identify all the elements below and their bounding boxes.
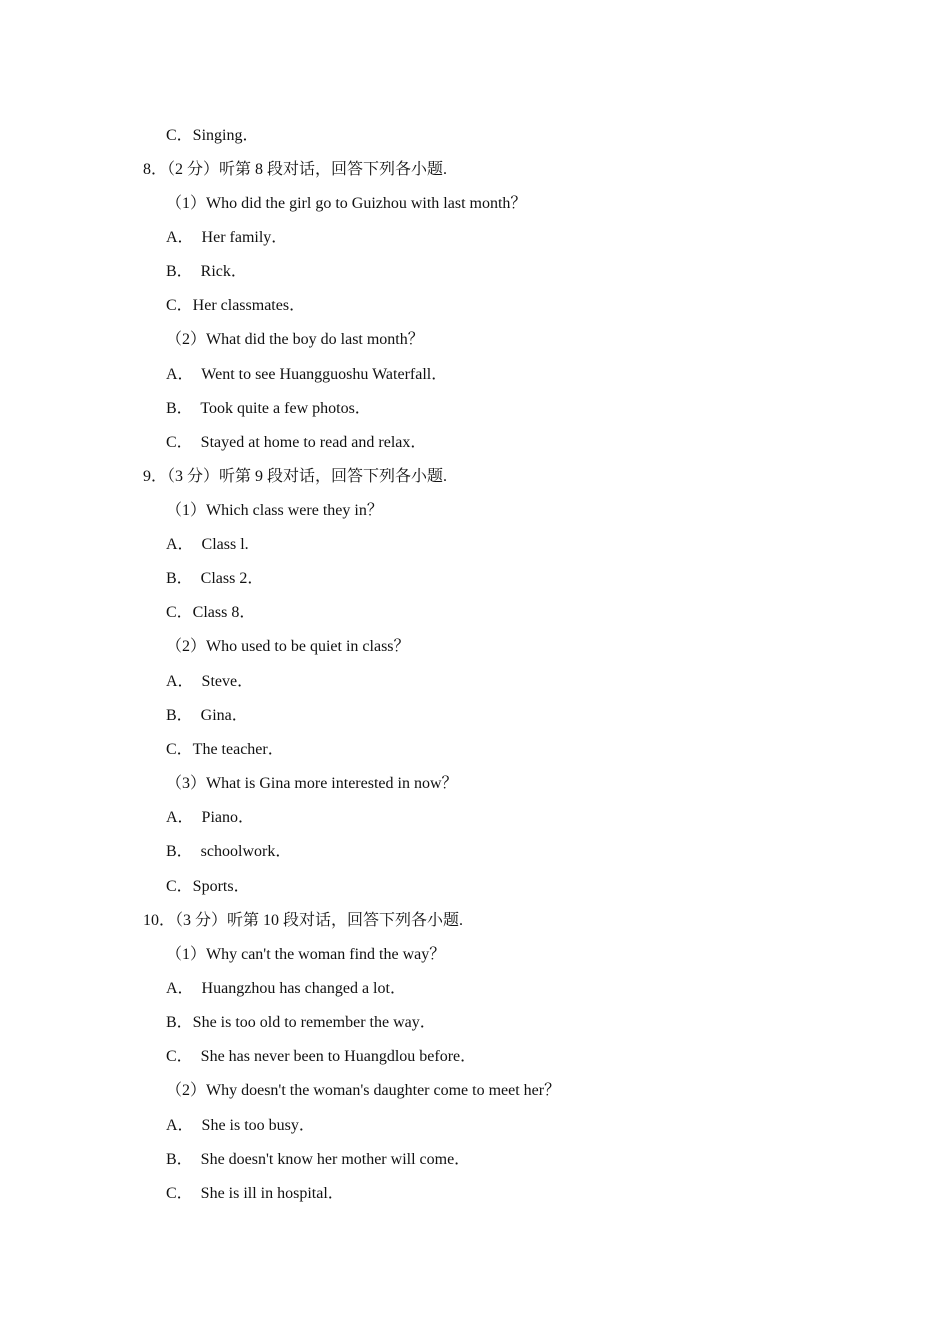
option-8-2a: A． Went to see Huangguoshu Waterfall．: [166, 366, 448, 383]
option-9-1b: B． Class 2．: [166, 570, 264, 587]
option-8-2b: B． Took quite a few photos．: [166, 400, 371, 417]
option-10-2c: C． She is ill in hospital．: [166, 1185, 344, 1202]
sub-question-8-1: （1）Who did the girl go to Guizhou with last month？: [166, 195, 527, 212]
option-9-2b: B． Gina．: [166, 707, 248, 724]
option-8-1b: B． Rick．: [166, 263, 247, 280]
option-9-2a: A． Steve．: [166, 673, 254, 690]
question-8: 8．（2 分）听第 8 段对话，回答下列各小题.: [143, 161, 448, 178]
option-10-1b: B．She is too old to remember the way．: [166, 1014, 436, 1031]
option-10-2b: B． She doesn't know her mother will come．: [166, 1151, 471, 1168]
option-8-2c: C． Stayed at home to read and relax．: [166, 434, 427, 451]
option-9-2c: C．The teacher．: [166, 741, 284, 758]
sub-question-8-2: （2）What did the boy do last month？: [166, 331, 424, 348]
option-9-3b: B． schoolwork．: [166, 843, 292, 860]
sub-question-9-1: （1）Which class were they in？: [166, 502, 383, 519]
option-9-1c: C．Class 8．: [166, 604, 256, 621]
option-9-3a: A． Piano．: [166, 809, 255, 826]
option-10-2a: A． She is too busy．: [166, 1117, 315, 1134]
option-9-3c: C．Sports．: [166, 878, 250, 895]
sub-question-10-2: （2）Why doesn't the woman's daughter come to meet her？: [166, 1082, 561, 1099]
option-8-1c: C．Her classmates．: [166, 297, 306, 314]
question-9: 9．（3 分）听第 9 段对话，回答下列各小题.: [143, 468, 448, 485]
sub-question-9-2: （2）Who used to be quiet in class？: [166, 638, 410, 655]
option-8-1a: A． Her family．: [166, 229, 288, 246]
option-9-1a: A． Class l.: [166, 536, 249, 553]
sub-question-10-1: （1）Why can't the woman find the way？: [166, 946, 446, 963]
question-10: 10．（3 分）听第 10 段对话，回答下列各小题.: [143, 912, 464, 929]
option-10-1a: A． Huangzhou has changed a lot．: [166, 980, 406, 997]
option-10-1c: C． She has never been to Huangdlou before．: [166, 1048, 477, 1065]
option-7c: C．Singing．: [166, 127, 259, 144]
sub-question-9-3: （3）What is Gina more interested in now？: [166, 775, 458, 792]
